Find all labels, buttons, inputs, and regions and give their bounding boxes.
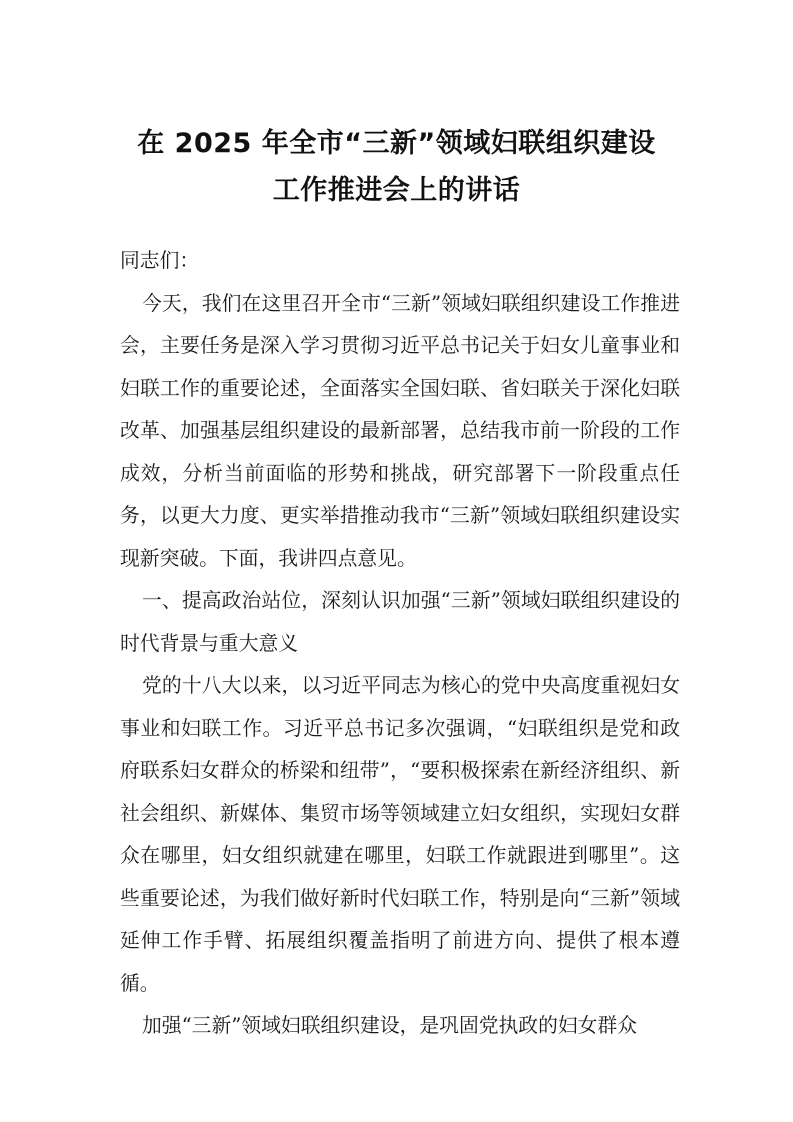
speech-body xyxy=(120,240,680,1048)
paragraph-significance: 加强“三新”领域妇联组织建设，是巩固党执政的妇女群众 xyxy=(142,1014,637,1037)
salutation: 同志们： xyxy=(120,249,200,272)
speech-title-line-1: 在 2025 年全市“三新”领域妇联组织建设 xyxy=(137,128,656,159)
paragraph-background: 党的十八大以来，以习近平同志为核心的党中央高度重视妇女事业和妇联工作。习近平总书记多次强调，“妇联组织是党和政府联系妇女群众的桥梁和纽带”，“要积极探索在新经济组织、新社会组织、新媒体、集贸市场等领域建立妇女组织，实现妇女群众在哪里，妇女组织就建在哪里，妇联工作就跟进到哪里”。这些重要论述，为我们做好新时代妇联工作，特别是向“三新”领域延伸工作手臂、拓展组织覆盖指明了前进方向、提供了根本遵循。 xyxy=(120,674,680,995)
section-heading-1: 一、提高政治站位，深刻认识加强“三新”领域妇联组织建设的时代背景与重大意义 xyxy=(120,589,680,655)
paragraph-intro: 今天，我们在这里召开全市“三新”领域妇联组织建设工作推进会，主要任务是深入学习贯彻习近平总书记关于妇女儿童事业和妇联工作的重要论述，全面落实全国妇联、省妇联关于深化妇联改革、加强基层组织建设的最新部署，总结我市前一阶段的工作成效，分析当前面临的形势和挑战，研究部署下一阶段重点任务，以更大力度、更实举措推动我市“三新”领域妇联组织建设实现新突破。下面，我讲四点意见。 xyxy=(120,291,680,570)
speech-title-line-2: 工作推进会上的讲话 xyxy=(272,175,521,206)
